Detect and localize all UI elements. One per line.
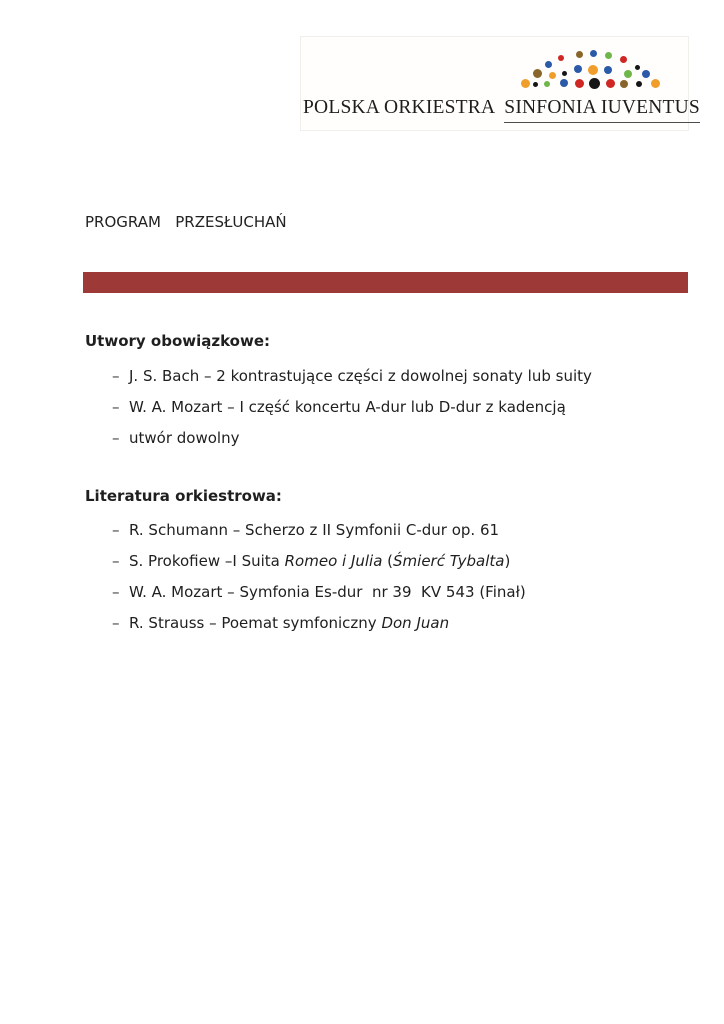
bullet-dash: – (112, 429, 120, 447)
list-item-text: R. Schumann – Scherzo z II Symfonii C-dur op. 61 (129, 521, 500, 539)
logo-dot (635, 65, 640, 70)
orchestra-logo (300, 36, 700, 131)
section-orchestral-literature (85, 487, 645, 646)
list-item (85, 368, 645, 384)
logo-dot (624, 70, 632, 78)
item-list (85, 522, 645, 631)
page-title: PROGRAM PRZESŁUCHAŃ (85, 213, 287, 231)
list-item-text: W. A. Mozart – I część koncertu A-dur lub D-dur z kadencją (129, 398, 566, 416)
logo-dot (544, 81, 550, 87)
bullet-dash: – (112, 614, 120, 632)
section-header-label: SKRZYPCE TUTTI (106, 294, 257, 312)
logo-dot (545, 61, 552, 68)
section-required-works (85, 332, 645, 461)
list-item-text: W. A. Mozart – Symfonia Es-dur nr 39 KV 543 (Finał) (129, 583, 526, 601)
bullet-dash: – (112, 398, 120, 416)
list-item-text: J. S. Bach – 2 kontrastujące części z dowolnej sonaty lub suity (129, 367, 592, 385)
logo-dot (620, 80, 628, 88)
logo-dot (549, 72, 556, 79)
logo-dot (606, 79, 615, 88)
logo-dot (558, 55, 564, 61)
logo-dot (533, 69, 542, 78)
logo-dot (605, 52, 612, 59)
logo-dot (636, 81, 642, 87)
logo-dot (560, 79, 568, 87)
logo-dot (574, 65, 582, 73)
section-heading: Utwory obowiązkowe: (85, 332, 271, 350)
list-item (85, 615, 645, 631)
list-item (85, 399, 645, 415)
logo-dot (562, 71, 567, 76)
logo-dot (575, 79, 584, 88)
logo-dot (620, 56, 627, 63)
list-item-text: S. Prokofiew –I Suita Romeo i Julia (Śmierć Tybalta) (129, 552, 511, 570)
list-item (85, 584, 645, 600)
logo-dot (589, 78, 600, 89)
logo-dot (521, 79, 530, 88)
list-item-text: R. Strauss – Poemat symfoniczny Don Juan (129, 614, 450, 632)
bullet-dash: – (112, 552, 120, 570)
logo-wordmark (303, 97, 700, 119)
bullet-dash: – (112, 583, 120, 601)
list-item-text: utwór dowolny (129, 429, 240, 447)
logo-text-polska-orkiestra: POLSKA ORKIESTRA (303, 97, 496, 118)
logo-dot (604, 66, 612, 74)
section-heading: Literatura orkiestrowa: (85, 487, 282, 505)
logo-dot (576, 51, 583, 58)
list-item (85, 430, 645, 446)
item-list (85, 368, 645, 446)
bullet-dash: – (112, 521, 120, 539)
logo-dot (642, 70, 650, 78)
bullet-dash: – (112, 367, 120, 385)
list-item (85, 522, 645, 538)
logo-text-sinfonia-iuventus: SINFONIA IUVENTUS (504, 97, 700, 123)
logo-dot (590, 50, 597, 57)
section-header-bar (83, 272, 688, 312)
list-item (85, 553, 645, 569)
logo-dot (533, 82, 538, 87)
logo-dot (651, 79, 660, 88)
logo-dot (588, 65, 598, 75)
